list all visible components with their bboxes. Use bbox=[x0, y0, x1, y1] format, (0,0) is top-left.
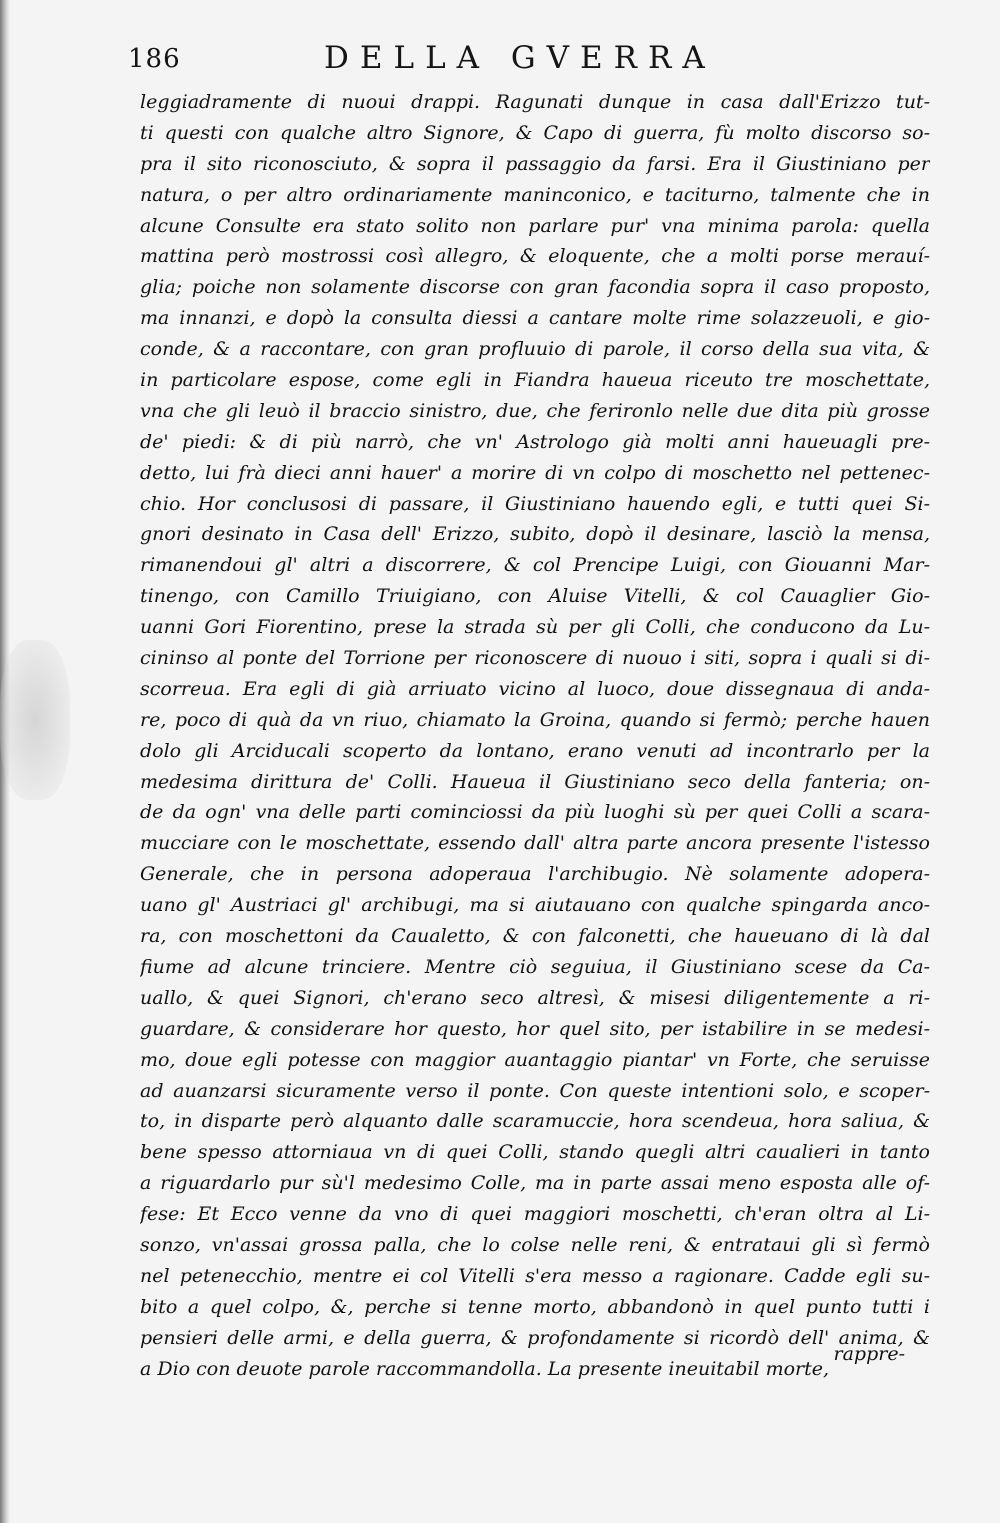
text-line: sonzo, vn'assai grossa palla, che lo colse nelle reni, & entrataui gli sì fermò bbox=[140, 1233, 930, 1256]
text-line: a Dio con deuote parole raccommandolla. La presente ineuitabil morte, bbox=[140, 1357, 830, 1380]
text-line: uano gl' Austriaci gl' archibugi, ma si aiutauano con qualche spingarda anco- bbox=[140, 894, 930, 917]
text-line: Generale, che in persona adoperaua l'archibugio. Nè solamente adopera- bbox=[140, 863, 930, 886]
text-line: conde, & a raccontare, con gran profluuio di parole, il corso della sua vita, & bbox=[140, 338, 930, 361]
text-line: uallo, & quei Signori, ch'erano seco altresì, & misesi diligentemente a ri- bbox=[140, 986, 930, 1009]
text-line: re, poco di quà da vn riuo, chiamato la Groina, quando si fermò; perche hauen bbox=[140, 708, 930, 731]
text-line: nel petenecchio, mentre ei col Vitelli s'era messo a ragionare. Cadde egli su- bbox=[140, 1264, 930, 1287]
text-line: de da ogn' vna delle parti cominciossi da più luoghi sù per quei Colli a scara- bbox=[140, 801, 930, 824]
catchword: rappre- bbox=[833, 1343, 905, 1365]
running-head bbox=[128, 40, 908, 90]
text-line: dolo gli Arciducali scoperto da lontano, erano venuti ad incontrarlo per la bbox=[140, 739, 930, 762]
text-line: mucciare con le moschettate, essendo dall' altra parte ancora presente l'istesso bbox=[140, 832, 930, 855]
running-title: DELLA GVERRA bbox=[324, 40, 716, 76]
text-line: bito a quel colpo, &, perche si tenne morto, abbandonò in quel punto tutti i bbox=[140, 1295, 930, 1318]
text-line: leggiadramente di nuoui drappi. Ragunati dunque in casa dall'Erizzo tut- bbox=[140, 91, 930, 113]
text-line: guardare, & considerare hor questo, hor quel sito, per istabilire in se medesi- bbox=[140, 1017, 930, 1040]
text-line: tinengo, con Camillo Triuigiano, con Aluise Vitelli, & col Cauaglier Gio- bbox=[140, 585, 930, 608]
text-line: in particolare espose, come egli in Fiandra haueua riceuto tre moschettate, bbox=[140, 369, 930, 392]
text-line: alcune Consulte era stato solito non parlare pur' vna minima parola: quella bbox=[140, 214, 930, 237]
text-line: ad auanzarsi sicuramente verso il ponte. Con queste intentioni solo, e scoper- bbox=[140, 1079, 930, 1102]
text-line: fiume ad alcune trinciere. Mentre ciò seguiua, il Giustiniano scese da Ca- bbox=[140, 955, 930, 978]
text-line: a riguardarlo pur sù'l medesimo Colle, ma in parte assai meno esposta alle of- bbox=[140, 1172, 930, 1195]
text-line: mattina però mostrossi così allegro, & eloquente, che a molti porse merauí- bbox=[140, 245, 930, 268]
text-line: natura, o per altro ordinariamente maninconico, e taciturno, talmente che in bbox=[140, 183, 930, 206]
text-line: chio. Hor conclusosi di passare, il Giustiniano hauendo egli, e tutti quei Si- bbox=[140, 492, 930, 515]
text-line: pensieri delle armi, e della guerra, & profondamente si ricordò dell' anima, & bbox=[140, 1326, 930, 1349]
text-line: fese: Et Ecco venne da vno di quei maggiori moschetti, ch'eran oltra al Li- bbox=[140, 1203, 930, 1226]
text-line: medesima dirittura de' Colli. Haueua il Giustiniano seco della fanteria; on- bbox=[140, 770, 930, 793]
text-line: rimanendoui gl' altri a discorrere, & col Prencipe Luigi, con Giouanni Mar- bbox=[140, 554, 930, 577]
text-line: glia; poiche non solamente discorse con gran facondia sopra il caso proposto, bbox=[140, 276, 930, 299]
text-line: gnori desinato in Casa dell' Erizzo, subito, dopò il desinare, lasciò la mensa, bbox=[140, 523, 930, 546]
text-line: scorreua. Era egli di già arriuato vicino al luoco, doue dissegnaua di anda- bbox=[140, 677, 930, 700]
text-line: de' piedi: & di più narrò, che vn' Astrologo già molti anni haueuagli pre- bbox=[140, 430, 930, 453]
text-line: vna che gli leuò il braccio sinistro, due, che ferironlo nelle due dita più grosse bbox=[140, 399, 930, 422]
text-line: ti questi con qualche altro Signore, & Capo di guerra, fù molto discorso so- bbox=[140, 121, 930, 144]
text-line: to, in disparte però alquanto dalle scaramuccie, hora scendeua, hora saliua, & bbox=[140, 1110, 930, 1133]
text-line: uanni Gori Fiorentino, prese la strada sù per gli Colli, che conducono da Lu- bbox=[140, 616, 930, 639]
page-number: 186 bbox=[128, 44, 181, 74]
text-line: cininso al ponte del Torrione per riconoscere di nuouo i siti, sopra i quali si di- bbox=[140, 647, 930, 670]
text-line: pra il sito riconosciuto, & sopra il passaggio da farsi. Era il Giustiniano per bbox=[140, 152, 930, 175]
body-text bbox=[140, 87, 930, 1384]
text-line: bene spesso attorniaua vn di quei Colli, stando quegli altri caualieri in tanto bbox=[140, 1141, 930, 1164]
text-line: ra, con moschettoni da Caualetto, & con falconetti, che haueuano di là dal bbox=[140, 925, 930, 948]
text-line: ma innanzi, e dopò la consulta diessi a cantare molte rime solazzeuoli, e gio- bbox=[140, 307, 930, 330]
text-line: mo, doue egli potesse con maggior auantaggio piantar' vn Forte, che seruisse bbox=[140, 1048, 930, 1071]
text-line: detto, lui frà dieci anni hauer' a morire di vn colpo di moschetto nel pettenec- bbox=[140, 461, 930, 484]
